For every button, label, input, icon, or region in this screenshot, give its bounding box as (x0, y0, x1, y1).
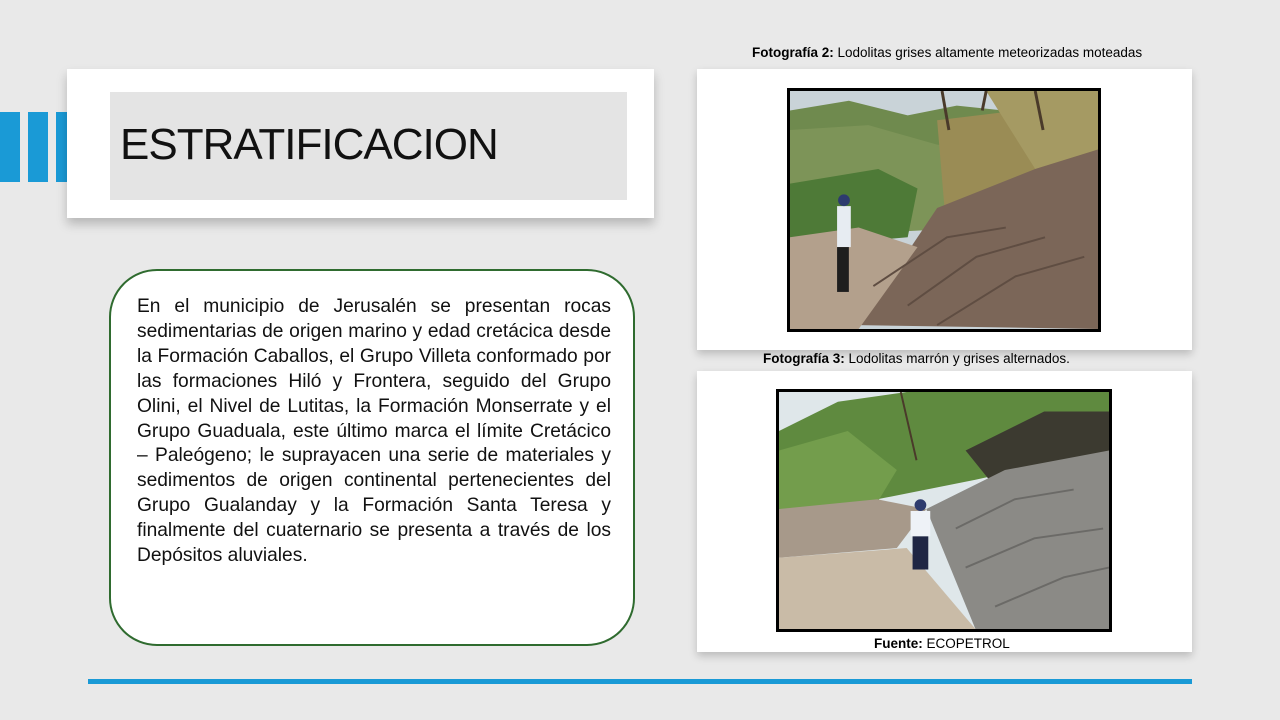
photo2-caption (752, 45, 1142, 60)
body-text-box (109, 269, 635, 646)
photo3-card (697, 371, 1192, 652)
body-paragraph: En el municipio de Jerusalén se presentan rocas sedimentarias de origen marino y edad cretácica desde la Formación Caballos, el Grupo Villeta conformado por las formaciones Hiló y Frontera, seguido del Grupo Olini, el Nivel de Lutitas, la Formación Monserrate y el Grupo Guaduala, este último marca el límite Cretácico – Paleógeno; le suprayacen una serie de materiales y sedimentos de origen continental pertenecientes del Grupo Gualanday y la Formación Santa Teresa y finalmente del cuaternario se presenta a través de los Depósitos aluviales. (137, 296, 611, 567)
photo3-illustration (779, 392, 1109, 629)
photo2-card (697, 69, 1192, 350)
accent-bar-1 (0, 112, 20, 182)
source-caption (874, 636, 1010, 651)
photo3-image (776, 389, 1112, 632)
photo2-caption-label: Fotografía 2: (752, 45, 834, 60)
photo2-image (787, 88, 1101, 332)
page-title: ESTRATIFICACION (120, 120, 498, 169)
photo2-illustration (790, 91, 1098, 329)
source-label: Fuente: (874, 636, 923, 651)
title-box (110, 92, 627, 200)
source-value: ECOPETROL (922, 636, 1010, 651)
photo3-caption (763, 351, 1070, 366)
photo2-caption-text: Lodolitas grises altamente meteorizadas moteadas (833, 45, 1143, 60)
accent-bar-2 (28, 112, 48, 182)
photo3-caption-text: Lodolitas marrón y grises alternados. (844, 351, 1070, 366)
title-card (67, 69, 654, 218)
photo3-caption-label: Fotografía 3: (763, 351, 845, 366)
bottom-divider (88, 679, 1192, 684)
